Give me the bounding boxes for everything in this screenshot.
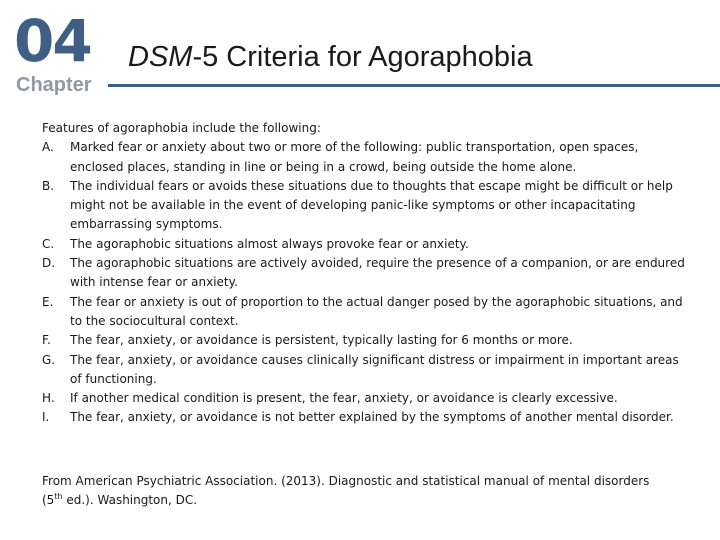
criterion-e bbox=[42, 293, 692, 332]
criterion-text: The fear, anxiety, or avoidance is persistent, typically lasting for 6 months or more. bbox=[70, 333, 573, 348]
chapter-badge bbox=[14, 8, 96, 96]
citation-edition-superscript: th bbox=[54, 492, 63, 502]
criterion-text: The agoraphobic situations almost always provoke fear or anxiety. bbox=[70, 236, 469, 251]
criteria-list bbox=[42, 138, 692, 427]
slide-title-italic: DSM bbox=[128, 41, 193, 73]
criterion-text: The individual fears or avoids these situations due to thoughts that escape might be difficult or help might not be available in the event of developing panic-like symptoms or other incapacitating embarrassing symptoms. bbox=[70, 178, 673, 232]
criterion-text: The fear, anxiety, or avoidance is not better explained by the symptoms of another mental disorder. bbox=[70, 410, 674, 425]
criterion-i bbox=[42, 408, 692, 427]
criterion-letter: H. bbox=[42, 391, 55, 406]
criterion-letter: I. bbox=[42, 410, 50, 425]
citation-line1: From American Psychiatric Association. (2013). Diagnostic and statistical manual of mental disorders bbox=[42, 474, 650, 488]
criterion-letter: F. bbox=[42, 333, 51, 348]
criterion-text: The fear, anxiety, or avoidance causes clinically significant distress or impairment in important areas of functioning. bbox=[70, 352, 679, 386]
criterion-letter: A. bbox=[42, 140, 54, 155]
criterion-letter: B. bbox=[42, 178, 55, 193]
criterion-letter: D. bbox=[42, 256, 56, 271]
criterion-text: The agoraphobic situations are actively avoided, require the presence of a companion, or are endured with intense fear or anxiety. bbox=[70, 256, 685, 290]
criterion-h bbox=[42, 389, 692, 408]
criterion-b bbox=[42, 177, 692, 235]
criterion-d bbox=[42, 254, 692, 293]
criteria-content bbox=[42, 119, 692, 428]
citation-edition: (5 bbox=[42, 493, 55, 508]
chapter-number: 04 bbox=[14, 7, 91, 75]
chapter-label: Chapter bbox=[16, 74, 92, 96]
criterion-text: Marked fear or anxiety about two or more of the following: public transportation, open spaces, enclosed places, standing in line or being in a crowd, being outside the home alone. bbox=[70, 140, 639, 174]
criterion-g bbox=[42, 351, 692, 390]
slide-title bbox=[128, 38, 533, 76]
criterion-letter: G. bbox=[42, 352, 56, 367]
criterion-letter: E. bbox=[42, 294, 54, 309]
title-divider bbox=[108, 84, 720, 87]
criterion-c bbox=[42, 235, 692, 254]
intro-text: Features of agoraphobia include the following: bbox=[42, 121, 321, 135]
citation-publisher: ed.). Washington, DC. bbox=[62, 493, 198, 508]
criterion-letter: C. bbox=[42, 236, 55, 251]
criterion-a bbox=[42, 138, 692, 177]
criterion-f bbox=[42, 331, 692, 350]
criterion-text: If another medical condition is present, the fear, anxiety, or avoidance is clearly excessive. bbox=[70, 391, 618, 406]
source-citation bbox=[42, 472, 692, 511]
slide-title-rest: -5 Criteria for Agoraphobia bbox=[192, 41, 533, 73]
criterion-text: The fear or anxiety is out of proportion to the actual danger posed by the agoraphobic situations, and to the sociocultural context. bbox=[70, 294, 683, 328]
